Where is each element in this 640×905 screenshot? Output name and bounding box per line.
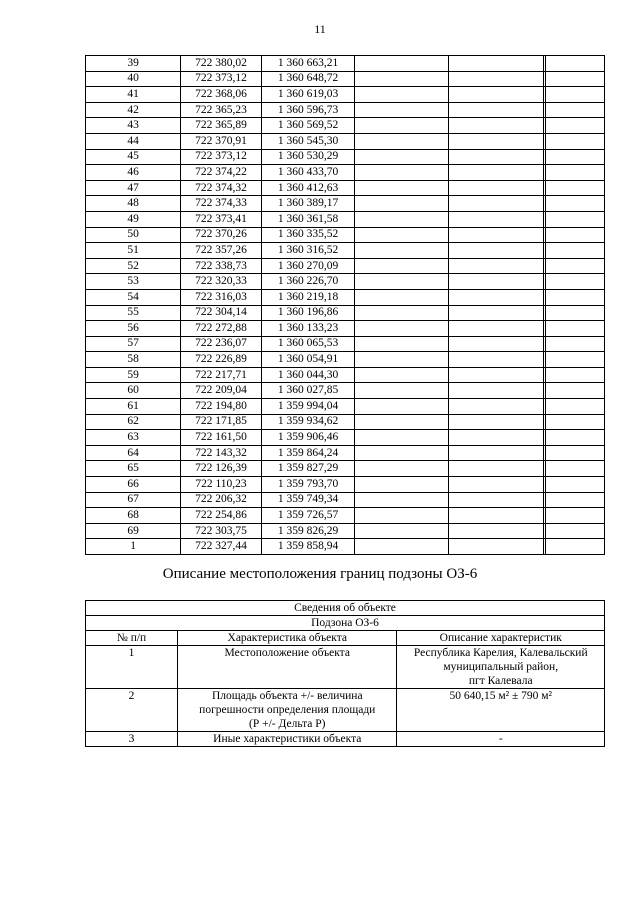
coord-y: 1 360 433,70 xyxy=(261,165,354,181)
coord-y: 1 359 827,29 xyxy=(261,461,354,477)
description-text: пгт Калевала xyxy=(468,675,533,687)
empty-cell xyxy=(449,461,544,477)
empty-cell xyxy=(355,87,449,103)
point-number: 41 xyxy=(86,87,181,103)
coord-x: 722 374,32 xyxy=(181,180,262,196)
coord-x: 722 365,89 xyxy=(181,118,262,134)
empty-cell xyxy=(355,180,449,196)
table-row xyxy=(86,211,605,227)
table-row xyxy=(86,165,605,181)
empty-cell xyxy=(355,367,449,383)
coord-x: 722 316,03 xyxy=(181,289,262,305)
empty-cell xyxy=(355,243,449,259)
coord-y: 1 360 054,91 xyxy=(261,352,354,368)
characteristic-text: Иные характеристики объекта xyxy=(213,733,362,745)
empty-cell xyxy=(449,336,544,352)
point-number: 56 xyxy=(86,321,181,337)
point-number: 58 xyxy=(86,352,181,368)
info-subtitle: Подзона ОЗ-6 xyxy=(86,616,605,631)
table-row xyxy=(86,305,605,321)
empty-cell xyxy=(546,71,605,87)
point-number: 48 xyxy=(86,196,181,212)
info-row xyxy=(86,732,605,747)
empty-cell xyxy=(546,430,605,446)
table-row xyxy=(86,71,605,87)
empty-cell xyxy=(355,305,449,321)
coord-x: 722 380,02 xyxy=(181,56,262,72)
coord-y: 1 360 027,85 xyxy=(261,383,354,399)
table-row xyxy=(86,243,605,259)
table-row xyxy=(86,508,605,524)
empty-cell xyxy=(546,243,605,259)
point-number: 59 xyxy=(86,367,181,383)
coord-y: 1 359 749,34 xyxy=(261,492,354,508)
empty-cell xyxy=(449,243,544,259)
point-number: 63 xyxy=(86,430,181,446)
empty-cell xyxy=(355,118,449,134)
empty-cell xyxy=(355,508,449,524)
table-row xyxy=(86,133,605,149)
coord-x: 722 320,33 xyxy=(181,274,262,290)
table-row xyxy=(86,414,605,430)
empty-cell xyxy=(449,149,544,165)
empty-cell xyxy=(546,445,605,461)
empty-cell xyxy=(546,211,605,227)
empty-cell xyxy=(546,149,605,165)
coord-y: 1 360 361,58 xyxy=(261,211,354,227)
coord-x: 722 357,26 xyxy=(181,243,262,259)
coordinates-table xyxy=(85,55,605,555)
empty-cell xyxy=(449,523,544,539)
empty-cell xyxy=(355,56,449,72)
empty-cell xyxy=(355,165,449,181)
point-number: 68 xyxy=(86,508,181,524)
point-number: 60 xyxy=(86,383,181,399)
characteristic-text: Площадь объекта +/- величина xyxy=(211,690,363,702)
empty-cell xyxy=(449,430,544,446)
empty-cell xyxy=(546,196,605,212)
coord-x: 722 327,44 xyxy=(181,539,262,555)
description-text: 50 640,15 м² ± 790 м² xyxy=(449,690,552,702)
point-number: 61 xyxy=(86,399,181,415)
empty-cell xyxy=(355,445,449,461)
coord-y: 1 360 389,17 xyxy=(261,196,354,212)
characteristic-text: Местоположение объекта xyxy=(224,647,350,659)
empty-cell xyxy=(355,102,449,118)
empty-cell xyxy=(546,258,605,274)
coord-y: 1 360 044,30 xyxy=(261,367,354,383)
point-number: 45 xyxy=(86,149,181,165)
table-row xyxy=(86,274,605,290)
empty-cell xyxy=(449,305,544,321)
empty-cell xyxy=(449,321,544,337)
table-row xyxy=(86,539,605,555)
empty-cell xyxy=(355,414,449,430)
empty-cell xyxy=(355,523,449,539)
coord-y: 1 360 619,03 xyxy=(261,87,354,103)
coord-y: 1 360 648,72 xyxy=(261,71,354,87)
point-number: 42 xyxy=(86,102,181,118)
table-row xyxy=(86,477,605,493)
description-cell xyxy=(397,689,605,732)
table-row xyxy=(86,321,605,337)
header-num: № п/п xyxy=(86,631,178,646)
characteristic-cell xyxy=(178,732,397,747)
point-number: 64 xyxy=(86,445,181,461)
point-number: 46 xyxy=(86,165,181,181)
coord-x: 722 373,41 xyxy=(181,211,262,227)
empty-cell xyxy=(449,133,544,149)
coord-x: 722 171,85 xyxy=(181,414,262,430)
empty-cell xyxy=(546,383,605,399)
coord-y: 1 359 793,70 xyxy=(261,477,354,493)
empty-cell xyxy=(546,118,605,134)
point-number: 44 xyxy=(86,133,181,149)
info-header-row xyxy=(86,631,605,646)
point-number: 52 xyxy=(86,258,181,274)
empty-cell xyxy=(449,352,544,368)
point-number: 67 xyxy=(86,492,181,508)
point-number: 50 xyxy=(86,227,181,243)
point-number: 39 xyxy=(86,56,181,72)
coord-y: 1 360 196,86 xyxy=(261,305,354,321)
empty-cell xyxy=(546,56,605,72)
info-row xyxy=(86,689,605,732)
table-row xyxy=(86,523,605,539)
empty-cell xyxy=(355,289,449,305)
coord-y: 1 360 545,30 xyxy=(261,133,354,149)
empty-cell xyxy=(355,383,449,399)
coord-x: 722 217,71 xyxy=(181,367,262,383)
table-row xyxy=(86,87,605,103)
coord-y: 1 359 934,62 xyxy=(261,414,354,430)
coord-y: 1 360 226,70 xyxy=(261,274,354,290)
point-number: 53 xyxy=(86,274,181,290)
coord-x: 722 209,04 xyxy=(181,383,262,399)
empty-cell xyxy=(449,492,544,508)
empty-cell xyxy=(449,274,544,290)
coord-x: 722 143,32 xyxy=(181,445,262,461)
empty-cell xyxy=(449,414,544,430)
empty-cell xyxy=(449,71,544,87)
coord-y: 1 360 530,29 xyxy=(261,149,354,165)
coord-x: 722 370,26 xyxy=(181,227,262,243)
coord-y: 1 359 906,46 xyxy=(261,430,354,446)
characteristic-cell xyxy=(178,646,397,689)
empty-cell xyxy=(546,399,605,415)
row-number: 1 xyxy=(86,646,178,689)
section-title: Описание местоположения границ подзоны ОЗ-6 xyxy=(162,566,478,582)
empty-cell xyxy=(546,289,605,305)
empty-cell xyxy=(355,133,449,149)
empty-cell xyxy=(355,196,449,212)
header-characteristic: Характеристика объекта xyxy=(178,631,397,646)
empty-cell xyxy=(546,492,605,508)
empty-cell xyxy=(546,539,605,555)
coord-y: 1 360 596,73 xyxy=(261,102,354,118)
coord-y: 1 360 569,52 xyxy=(261,118,354,134)
coord-x: 722 126,39 xyxy=(181,461,262,477)
coord-y: 1 360 219,18 xyxy=(261,289,354,305)
table-row xyxy=(86,383,605,399)
table-row xyxy=(86,367,605,383)
page-number: 11 xyxy=(314,22,326,36)
empty-cell xyxy=(449,180,544,196)
info-title-row xyxy=(86,601,605,616)
empty-cell xyxy=(449,539,544,555)
empty-cell xyxy=(449,289,544,305)
empty-cell xyxy=(449,399,544,415)
coord-y: 1 360 133,23 xyxy=(261,321,354,337)
empty-cell xyxy=(355,149,449,165)
empty-cell xyxy=(449,165,544,181)
table-row xyxy=(86,289,605,305)
empty-cell xyxy=(546,336,605,352)
header-description: Описание характеристик xyxy=(397,631,605,646)
empty-cell xyxy=(355,274,449,290)
coord-y: 1 360 663,21 xyxy=(261,56,354,72)
empty-cell xyxy=(355,71,449,87)
empty-cell xyxy=(449,227,544,243)
table-row xyxy=(86,430,605,446)
empty-cell xyxy=(355,211,449,227)
coord-x: 722 338,73 xyxy=(181,258,262,274)
object-info-table xyxy=(85,600,605,747)
empty-cell xyxy=(355,321,449,337)
empty-cell xyxy=(546,305,605,321)
empty-cell xyxy=(546,165,605,181)
description-text: Республика Карелия, Калевальский xyxy=(413,647,588,659)
coord-x: 722 272,88 xyxy=(181,321,262,337)
coord-x: 722 206,32 xyxy=(181,492,262,508)
table-row xyxy=(86,56,605,72)
empty-cell xyxy=(355,227,449,243)
description-text: муниципальный район, xyxy=(443,661,559,673)
empty-cell xyxy=(449,87,544,103)
point-number: 51 xyxy=(86,243,181,259)
table-row xyxy=(86,352,605,368)
coord-x: 722 374,22 xyxy=(181,165,262,181)
empty-cell xyxy=(546,461,605,477)
empty-cell xyxy=(546,523,605,539)
table-row xyxy=(86,336,605,352)
table-row xyxy=(86,492,605,508)
empty-cell xyxy=(449,383,544,399)
coord-y: 1 360 065,53 xyxy=(261,336,354,352)
empty-cell xyxy=(546,180,605,196)
empty-cell xyxy=(546,87,605,103)
coord-x: 722 304,14 xyxy=(181,305,262,321)
coord-x: 722 373,12 xyxy=(181,71,262,87)
empty-cell xyxy=(546,321,605,337)
point-number: 54 xyxy=(86,289,181,305)
empty-cell xyxy=(546,477,605,493)
coord-y: 1 359 864,24 xyxy=(261,445,354,461)
characteristic-cell xyxy=(178,689,397,732)
empty-cell xyxy=(355,336,449,352)
empty-cell xyxy=(355,352,449,368)
empty-cell xyxy=(546,227,605,243)
table-row xyxy=(86,196,605,212)
coord-y: 1 360 412,63 xyxy=(261,180,354,196)
table-row xyxy=(86,118,605,134)
empty-cell xyxy=(546,352,605,368)
coord-y: 1 360 270,09 xyxy=(261,258,354,274)
empty-cell xyxy=(449,56,544,72)
coord-x: 722 254,86 xyxy=(181,508,262,524)
empty-cell xyxy=(355,399,449,415)
table-row xyxy=(86,258,605,274)
coord-x: 722 365,23 xyxy=(181,102,262,118)
coord-x: 722 226,89 xyxy=(181,352,262,368)
empty-cell xyxy=(546,414,605,430)
description-cell xyxy=(397,732,605,747)
point-number: 65 xyxy=(86,461,181,477)
empty-cell xyxy=(449,477,544,493)
point-number: 69 xyxy=(86,523,181,539)
point-number: 47 xyxy=(86,180,181,196)
coord-x: 722 194,80 xyxy=(181,399,262,415)
empty-cell xyxy=(449,118,544,134)
coord-x: 722 236,07 xyxy=(181,336,262,352)
coord-y: 1 359 726,57 xyxy=(261,508,354,524)
empty-cell xyxy=(449,102,544,118)
empty-cell xyxy=(355,539,449,555)
table-row xyxy=(86,180,605,196)
table-row xyxy=(86,149,605,165)
description-text: - xyxy=(498,733,503,745)
coord-x: 722 110,23 xyxy=(181,477,262,493)
empty-cell xyxy=(546,508,605,524)
coord-x: 722 373,12 xyxy=(181,149,262,165)
coord-y: 1 359 858,94 xyxy=(261,539,354,555)
empty-cell xyxy=(449,211,544,227)
coord-y: 1 359 994,04 xyxy=(261,399,354,415)
empty-cell xyxy=(449,445,544,461)
characteristic-text: погрешности определения площади xyxy=(199,704,376,716)
description-cell xyxy=(397,646,605,689)
row-number: 3 xyxy=(86,732,178,747)
point-number: 43 xyxy=(86,118,181,134)
empty-cell xyxy=(546,133,605,149)
empty-cell xyxy=(449,258,544,274)
coord-x: 722 368,06 xyxy=(181,87,262,103)
info-subtitle-row xyxy=(86,616,605,631)
point-number: 66 xyxy=(86,477,181,493)
empty-cell xyxy=(546,102,605,118)
point-number: 1 xyxy=(86,539,181,555)
empty-cell xyxy=(449,367,544,383)
characteristic-text: (Р +/- Дельта Р) xyxy=(249,718,326,730)
info-row xyxy=(86,646,605,689)
empty-cell xyxy=(546,367,605,383)
coord-y: 1 360 316,52 xyxy=(261,243,354,259)
info-title: Сведения об объекте xyxy=(86,601,605,616)
table-row xyxy=(86,445,605,461)
coord-x: 722 374,33 xyxy=(181,196,262,212)
empty-cell xyxy=(355,461,449,477)
empty-cell xyxy=(449,508,544,524)
row-number: 2 xyxy=(86,689,178,732)
coord-x: 722 161,50 xyxy=(181,430,262,446)
point-number: 62 xyxy=(86,414,181,430)
coord-x: 722 370,91 xyxy=(181,133,262,149)
coord-x: 722 303,75 xyxy=(181,523,262,539)
empty-cell xyxy=(355,258,449,274)
point-number: 55 xyxy=(86,305,181,321)
empty-cell xyxy=(546,274,605,290)
table-row xyxy=(86,227,605,243)
empty-cell xyxy=(355,477,449,493)
table-row xyxy=(86,461,605,477)
point-number: 49 xyxy=(86,211,181,227)
empty-cell xyxy=(449,196,544,212)
empty-cell xyxy=(355,492,449,508)
empty-cell xyxy=(355,430,449,446)
point-number: 57 xyxy=(86,336,181,352)
table-row xyxy=(86,399,605,415)
point-number: 40 xyxy=(86,71,181,87)
coord-y: 1 360 335,52 xyxy=(261,227,354,243)
table-row xyxy=(86,102,605,118)
coord-y: 1 359 826,29 xyxy=(261,523,354,539)
